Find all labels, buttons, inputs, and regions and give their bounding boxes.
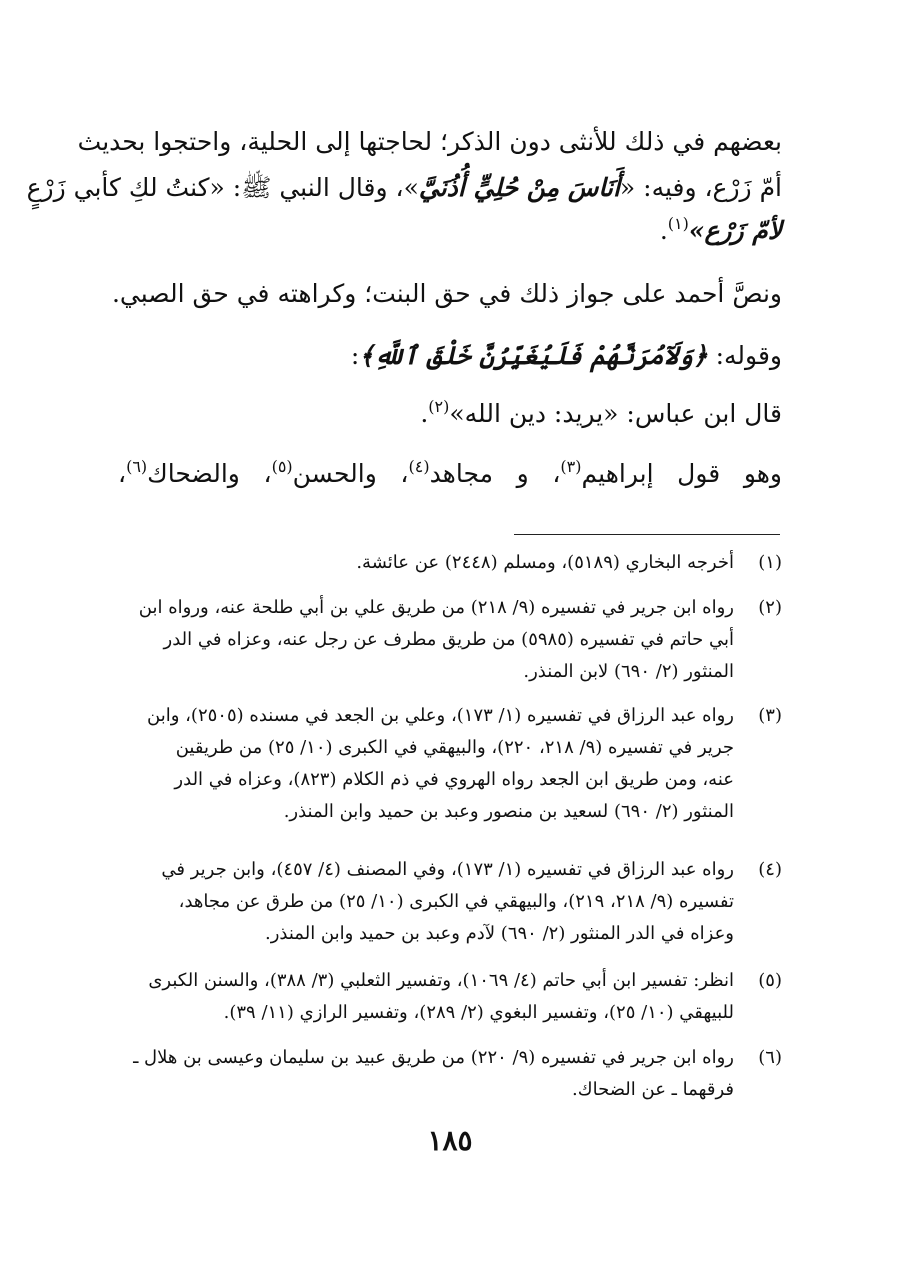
footnote-number: (٤): [758, 859, 782, 880]
footnote-number: (٦): [758, 1047, 782, 1068]
text-run: لأمّ زَرْع»: [688, 216, 782, 245]
text-run: قال ابن عباس: «يريد: دين الله»: [449, 399, 782, 428]
quran-verse: ﴿وَلَآمُرَنَّهُمْ فَلَيُغَيِّرُنَّ خَلْقَ ٱللَّهِ﴾: [359, 341, 708, 370]
main-text-line: [118, 456, 782, 492]
footnote-separator: [514, 534, 780, 535]
footnote-number: (٢): [758, 597, 782, 618]
footnote-line: وعزاه في الدر المنثور (٢/ ٦٩٠) لآدم وعبد بن حميد وابن المنذر.: [265, 923, 734, 944]
footnote-line: المنثور (٢/ ٦٩٠) لسعيد بن منصور وعبد بن حميد وابن المنذر.: [283, 801, 734, 822]
footnote-number: (٥): [758, 970, 782, 991]
footnote-line: انظر: تفسير ابن أبي حاتم (٤/ ١٠٦٩)، وتفسير الثعلبي (٣/ ٣٨٨)، والسنن الكبرى: [148, 970, 734, 991]
footnote-text: [118, 965, 734, 1029]
footnote-line: عنه، ومن طريق ابن الجعد رواه الهروي في ذم الكلام (٨٢٣)، وعزاه في الدر: [174, 769, 734, 790]
text-run: .: [659, 216, 668, 245]
footnote-reference[interactable]: (٣): [560, 457, 582, 476]
main-text-line: [26, 170, 782, 206]
footnote-line: رواه ابن جرير في تفسيره (٩/ ٢٢٠) من طريق عبيد بن سليمان وعيسى بن هلال ـ: [133, 1047, 734, 1068]
text-run: »، وقال النبي ﷺ: «كنتُ لكِ كأبي زَرْعٍ: [26, 173, 419, 202]
footnote-reference[interactable]: (٦): [126, 457, 148, 476]
footnote-text: [118, 854, 734, 950]
main-text-line: بعضهم في ذلك للأنثى دون الذكر؛ لحاجتها إلى الحلية، واحتجوا بحديث: [77, 127, 782, 156]
footnote-reference[interactable]: (٢): [428, 397, 450, 416]
text-run: ، و مجاهد: [429, 459, 561, 488]
footnote-line: أخرجه البخاري (٥١٨٩)، ومسلم (٢٤٤٨) عن عائشة.: [356, 552, 734, 573]
text-run: .: [420, 399, 429, 428]
text-run: :: [350, 341, 360, 370]
footnote-line: رواه عبد الرزاق في تفسيره (١/ ١٧٣)، وعلي بن الجعد في مسنده (٢٥٠٥)، وابن: [147, 705, 734, 726]
footnote-text: [118, 547, 734, 579]
footnote-line: للبيهقي (١٠/ ٢٥)، وتفسير البغوي (٢/ ٢٨٩)، وتفسير الرازي (١١/ ٣٩).: [223, 1002, 734, 1023]
footnote: [118, 965, 782, 1029]
main-text-line: ونصَّ أحمد على جواز ذلك في حق البنت؛ وكراهته في حق الصبي.: [111, 279, 782, 308]
footnote-line: جرير في تفسيره (٩/ ٢١٨، ٢٢٠)، والبيهقي في الكبرى (١٠/ ٢٥) من طريقين: [175, 737, 734, 758]
footnote: [118, 1042, 782, 1106]
footnote-reference[interactable]: (٤): [408, 457, 430, 476]
footnote-text: [118, 700, 734, 828]
footnote-text: [118, 1042, 734, 1106]
footnote-line: فرقهما ـ عن الضحاك.: [572, 1079, 734, 1100]
footnote-line: المنثور (٢/ ٦٩٠) لابن المنذر.: [523, 661, 734, 682]
footnote-number: (١): [758, 552, 782, 573]
text-run: وهو قول إبراهيم: [581, 459, 782, 488]
footnote: [118, 547, 782, 579]
footnote: [118, 700, 782, 828]
footnote-reference[interactable]: (١): [667, 214, 689, 233]
footnote-line: رواه ابن جرير في تفسيره (٩/ ٢١٨) من طريق علي بن أبي طلحة عنه، ورواه ابن: [138, 597, 734, 618]
text-run: أمّ زَرْع، وفيه: «: [619, 173, 782, 202]
footnote: [118, 592, 782, 688]
quoted-hadith-phrase: أَنَاسَ مِنْ حُلِيٍّ أُذُنَيَّ: [418, 173, 620, 202]
footnote: [118, 854, 782, 950]
text-run: ، والضحاك: [147, 459, 272, 488]
main-text-line: [118, 213, 782, 249]
footnote-text: [118, 592, 734, 688]
text-run: ، والحسن: [292, 459, 409, 488]
text-run: وقوله:: [707, 341, 782, 370]
main-text-line: [118, 396, 782, 432]
main-text-line: [118, 338, 782, 374]
footnote-number: (٣): [758, 705, 782, 726]
page-number: ١٨٥: [427, 1124, 473, 1157]
footnote-reference[interactable]: (٥): [271, 457, 293, 476]
footnote-line: أبي حاتم في تفسيره (٥٩٨٥) من طريق مطرف عن رجل عنه، وعزاه في الدر: [163, 629, 734, 650]
text-run: ،: [118, 459, 127, 488]
footnote-line: رواه عبد الرزاق في تفسيره (١/ ١٧٣)، وفي المصنف (٤/ ٤٥٧)، وابن جرير في: [161, 859, 734, 880]
footnote-line: تفسيره (٩/ ٢١٨، ٢١٩)، والبيهقي في الكبرى (١٠/ ٢٥) من طرق عن مجاهد،: [178, 891, 734, 912]
